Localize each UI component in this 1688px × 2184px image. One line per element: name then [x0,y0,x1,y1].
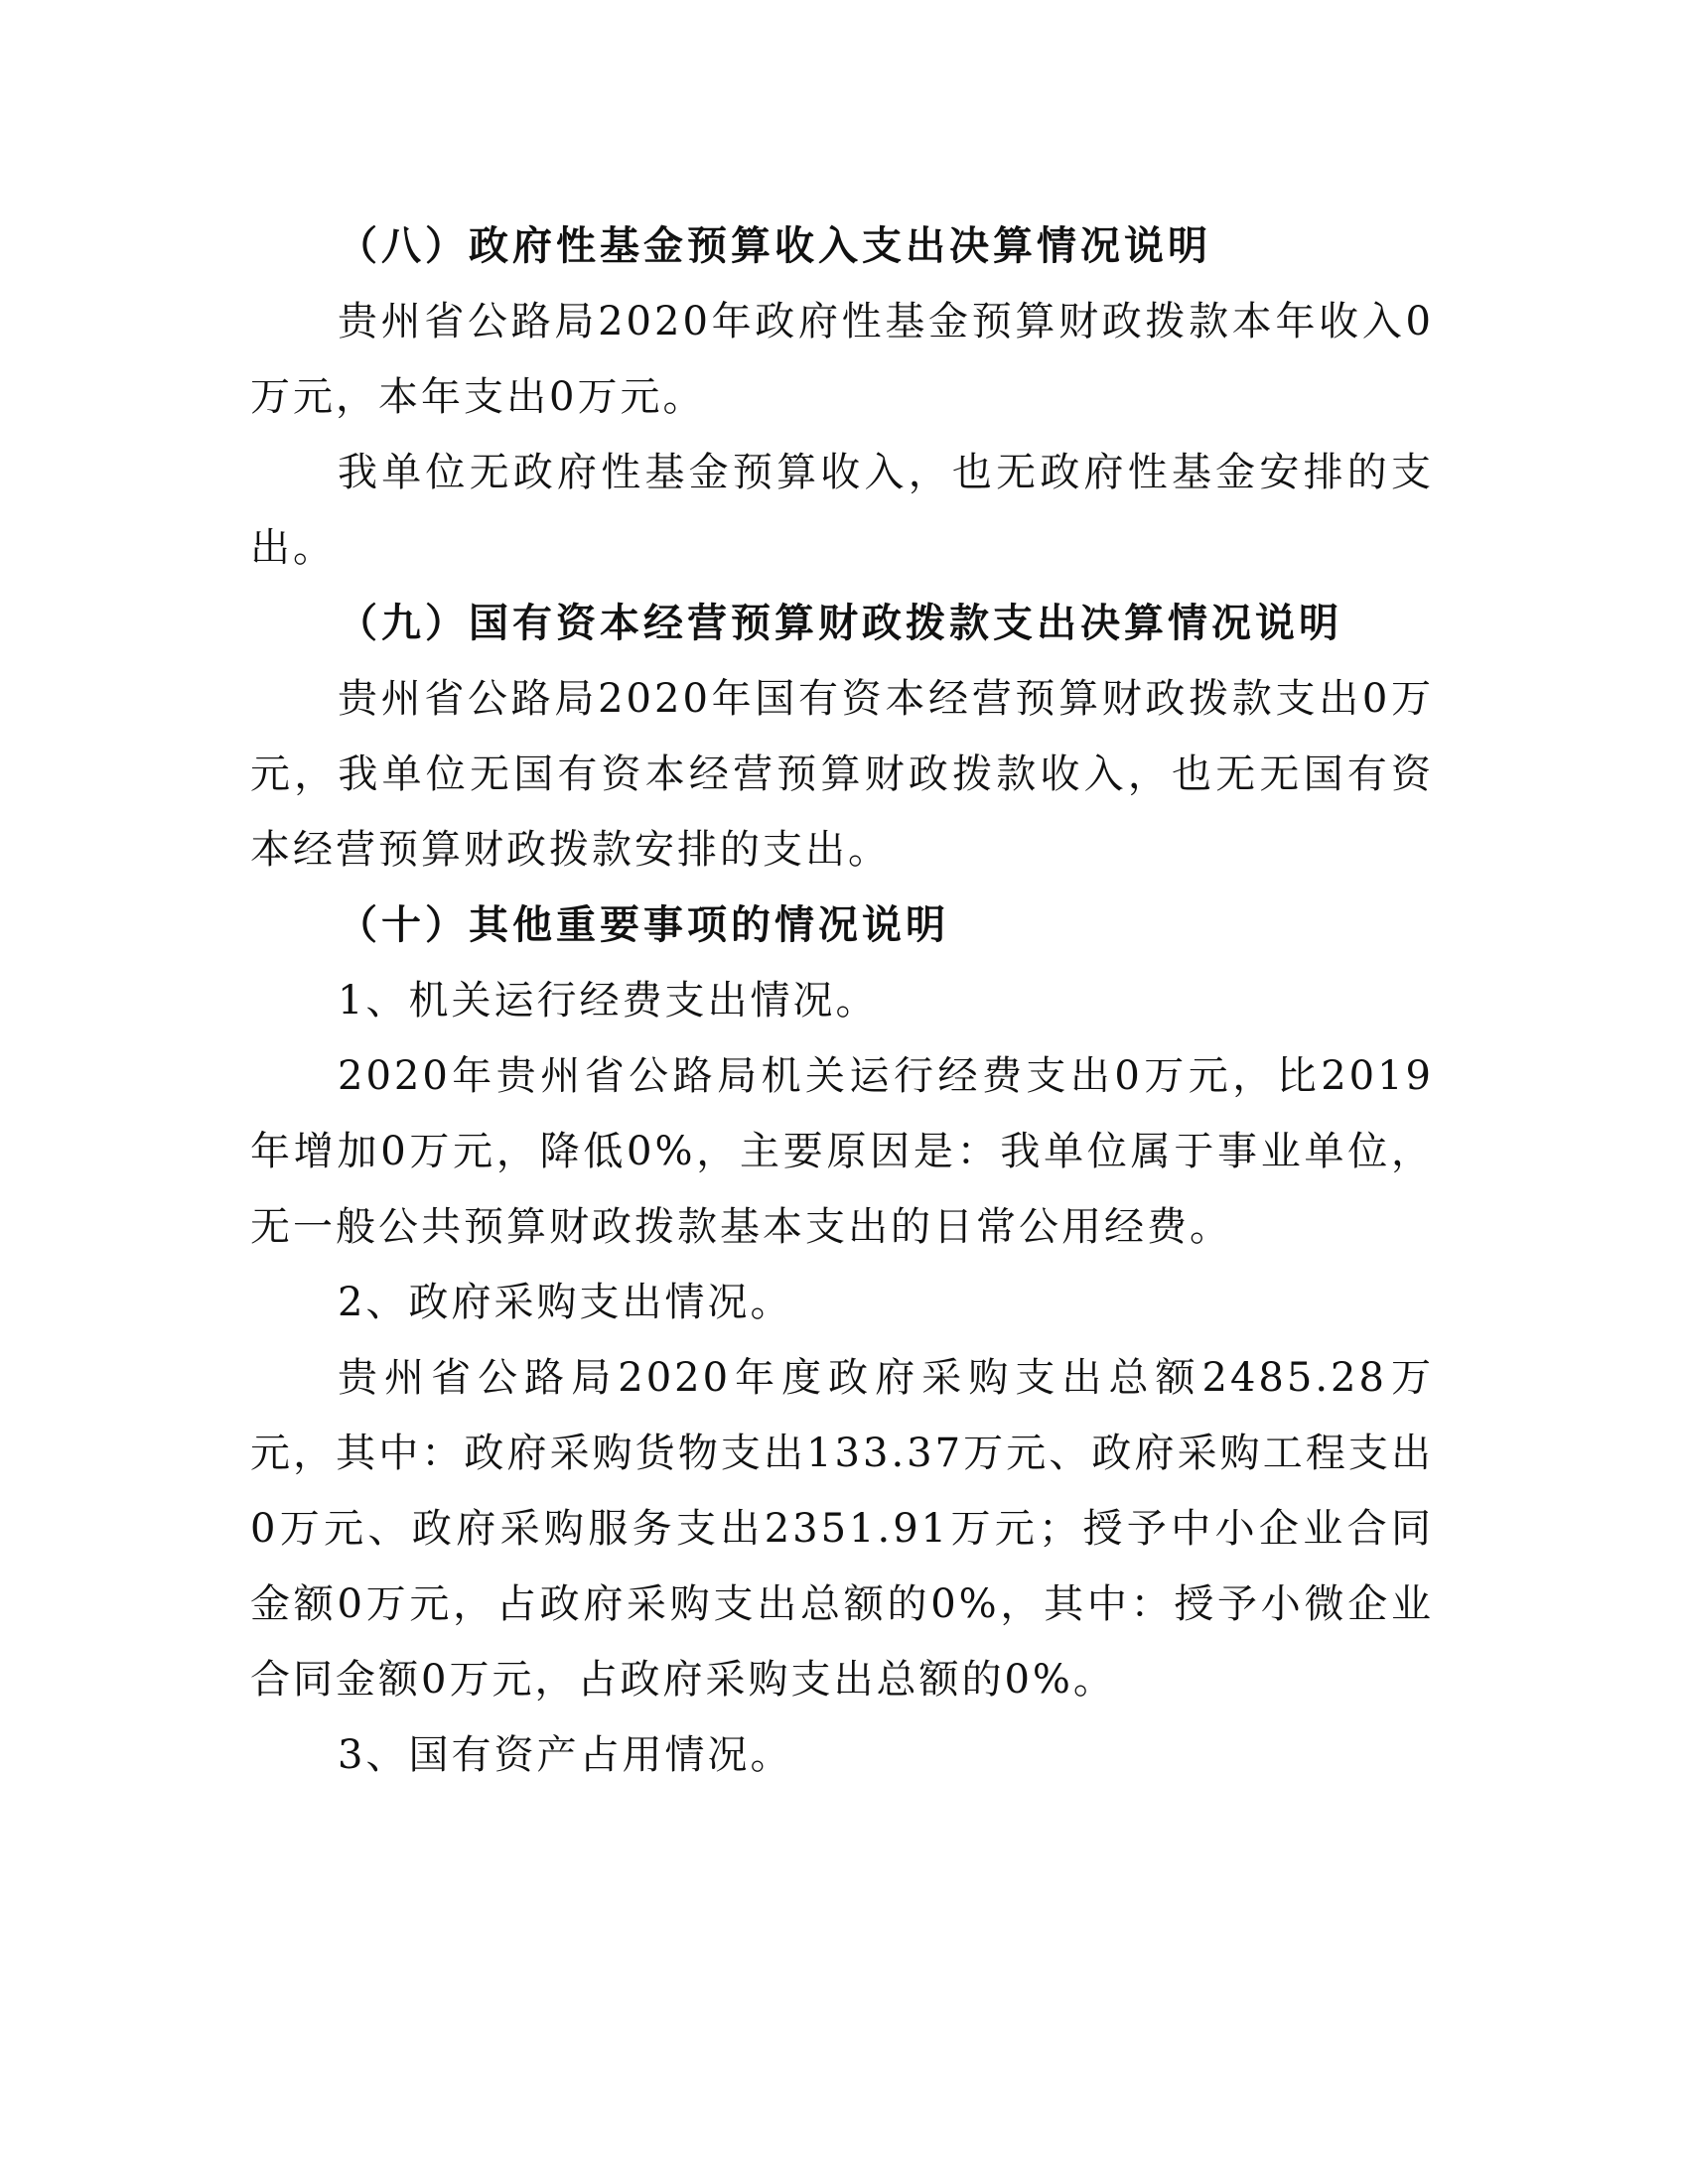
section-heading-10: （十）其他重要事项的情况说明 [338,902,949,948]
subsection-title: 3、国有资产占用情况。 [338,1732,793,1778]
subsection-title: 1、机关运行经费支出情况。 [338,978,879,1024]
paragraph: 贵州省公路局2020年度政府采购支出总额2485.28万元，其中：政府采购货物支出133.37万元、政府采购工程支出0万元、政府采购服务支出2351.91万元；授予中小企业合同金额0万元，占政府采购支出总额的0%，其中：授予小微企业合同金额0万元，占政府采购支出总额的0%。 [250,1355,1434,1703]
subsection-title: 2、政府采购支出情况。 [338,1280,793,1325]
paragraph: 贵州省公路局2020年政府性基金预算财政拨款本年收入0万元，本年支出0万元。 [250,299,1434,420]
paragraph: 贵州省公路局2020年国有资本经营预算财政拨款支出0万元，我单位无国有资本经营预算财政拨款收入，也无无国有资本经营预算财政拨款安排的支出。 [250,676,1434,873]
paragraph: 2020年贵州省公路局机关运行经费支出0万元，比2019年增加0万元，降低0%，主要原因是：我单位属于事业单位，无一般公共预算财政拨款基本支出的日常公用经费。 [250,1053,1434,1250]
section-heading-9: （九）国有资本经营预算财政拨款支出决算情况说明 [338,601,1342,646]
section-heading-8: （八）政府性基金预算收入支出决算情况说明 [338,223,1211,269]
paragraph: 我单位无政府性基金预算收入，也无政府性基金安排的支出。 [250,450,1434,571]
document-page [250,208,1434,1793]
